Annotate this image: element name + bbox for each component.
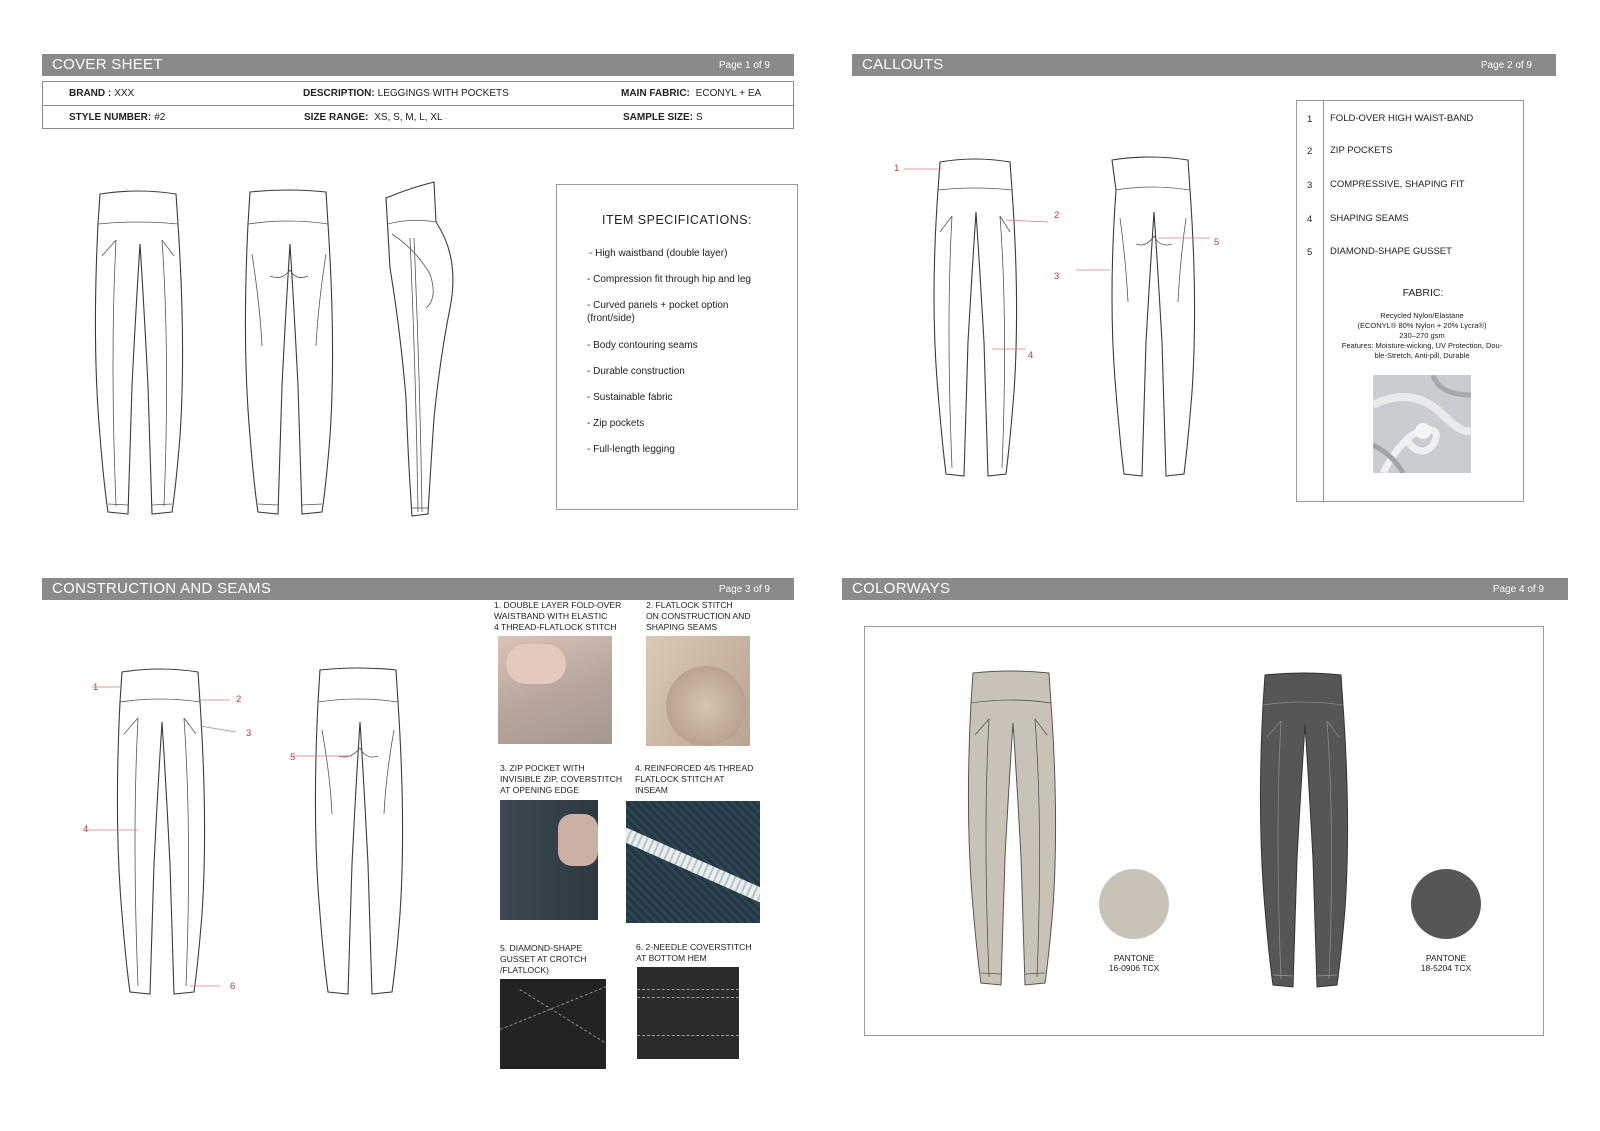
item-specifications-box [556, 184, 798, 510]
detail-caption: 2. FLATLOCK STITCH ON CONSTRUCTION AND SHAPING SEAMS [646, 600, 751, 632]
flatlock-detail-photo [646, 636, 750, 746]
colorway-beige-sketch [957, 667, 1067, 993]
size-range-field [304, 112, 443, 123]
spec-item: - Full-length legging [587, 444, 675, 455]
sample-size-value: S [696, 112, 703, 123]
brand-value: XXX [114, 88, 135, 99]
colorways-box [864, 626, 1544, 1036]
legging-side-sketch [370, 178, 480, 533]
pantone-swatch [1099, 869, 1169, 939]
spec-item: - Zip pockets [587, 418, 645, 429]
pantone-swatch [1411, 869, 1481, 939]
sample-size-field [623, 112, 703, 123]
main-fabric-field [621, 88, 761, 99]
construction-header [42, 578, 794, 600]
callouts-header [852, 54, 1556, 76]
page-title: COLORWAYS [852, 580, 951, 597]
pantone-code: PANTONE 18-5204 TCX [1420, 953, 1472, 973]
fabric-line: Recycled Nylon/Elastane [1380, 311, 1464, 320]
detail-caption: 5. DIAMOND-SHAPE GUSSET AT CROTCH /FLATLOCK) [500, 943, 587, 975]
fabric-swatch-image [1373, 375, 1471, 473]
page-number: Page 4 of 9 [1492, 584, 1544, 595]
description-field [303, 88, 509, 99]
brand-label: BRAND : [69, 88, 112, 99]
construction-back-sketch [280, 664, 440, 1014]
legend-number: 2 [1307, 146, 1313, 157]
size-range-value: XS, S, M, L, XL [374, 112, 443, 123]
page-title: CONSTRUCTION AND SEAMS [52, 580, 272, 597]
stitch-shape [637, 997, 739, 998]
detail-caption: 6. 2-NEEDLE COVERSTITCH AT BOTTOM HEM [636, 942, 752, 963]
zip-pocket-detail-photo [500, 800, 598, 920]
legging-back-sketch [230, 186, 350, 531]
stitch-shape [637, 1035, 739, 1036]
hand-shape [506, 644, 566, 684]
fabric-details [1327, 311, 1517, 361]
brand-field [69, 88, 134, 99]
construction-front-sketch [80, 664, 260, 1014]
style-number-field [69, 112, 165, 123]
seam-marker: 4 [83, 824, 89, 835]
spec-item: - Compression fit through hip and leg [587, 274, 751, 285]
contour-shape [666, 666, 746, 746]
detail-caption: 1. DOUBLE LAYER FOLD-OVER WAISTBAND WITH ELASTIC 4 THREAD-FLATLOCK STITCH [494, 600, 622, 632]
fabric-line: Features: Moisture-wicking, UV Protection, Dou- [1341, 341, 1503, 350]
colorway-charcoal-sketch [1249, 669, 1359, 995]
spec-item: - Body contouring seams [587, 340, 698, 351]
legend-label: SHAPING SEAMS [1330, 213, 1409, 224]
legend-number: 3 [1307, 180, 1313, 191]
page-title: CALLOUTS [862, 56, 944, 73]
spec-item: - Sustainable fabric [587, 392, 673, 403]
page-number: Page 2 of 9 [1480, 60, 1532, 71]
gusset-detail-photo [500, 979, 606, 1069]
inseam-detail-photo [626, 801, 760, 923]
page-number: Page 1 of 9 [718, 60, 770, 71]
main-fabric-label: MAIN FABRIC: [621, 88, 690, 99]
cover-sheet-header [42, 54, 794, 76]
spec-item: - Durable construction [587, 366, 685, 377]
legend-label: ZIP POCKETS [1330, 145, 1393, 156]
colorways-page [800, 560, 1600, 1131]
sample-size-label: SAMPLE SIZE: [623, 112, 694, 123]
callouts-legend [1296, 100, 1524, 502]
hand-shape [558, 814, 598, 866]
callout-marker: 4 [1028, 350, 1034, 361]
callout-marker: 3 [1054, 271, 1060, 282]
seam-marker: 2 [236, 694, 242, 705]
hem-detail-photo [637, 967, 739, 1059]
style-number-value: #2 [154, 112, 166, 123]
style-number-label: STYLE NUMBER: [69, 112, 152, 123]
fabric-title: FABRIC: [1402, 287, 1444, 299]
spec-item: - Curved panels + pocket option (front/side) [587, 300, 729, 324]
spec-item: - High waistband (double layer) [589, 248, 728, 259]
legend-label: COMPRESSIVE, SHAPING FIT [1330, 179, 1465, 190]
page-title: COVER SHEET [52, 56, 163, 73]
legend-number: 4 [1307, 214, 1313, 225]
main-fabric-value: ECONYL + EA [695, 88, 762, 99]
item-specifications-title: ITEM SPECIFICATIONS: [601, 213, 753, 227]
page-number: Page 3 of 9 [718, 584, 770, 595]
pantone-code: PANTONE 16-0906 TCX [1108, 953, 1160, 973]
fabric-line: ble-Stretch, Anti-pill, Durable [1374, 351, 1470, 360]
stitch-shape [519, 989, 606, 1053]
stitch-shape [637, 989, 739, 990]
seam-marker: 5 [290, 752, 296, 763]
waistband-detail-photo [498, 636, 612, 744]
cover-sheet-page [0, 0, 800, 560]
legend-label: DIAMOND-SHAPE GUSSET [1330, 246, 1452, 257]
seam-marker: 1 [93, 682, 99, 693]
callout-marker: 2 [1054, 210, 1060, 221]
callout-back-sketch [1040, 152, 1240, 492]
info-row [43, 105, 793, 128]
legend-number: 5 [1307, 247, 1313, 258]
callouts-page [800, 0, 1600, 560]
seam-marker: 3 [246, 728, 252, 739]
callout-marker: 5 [1214, 237, 1220, 248]
legend-label: FOLD-OVER HIGH WAIST-BAND [1330, 113, 1474, 124]
description-value: LEGGINGS WITH POCKETS [377, 88, 509, 99]
legend-divider [1323, 101, 1324, 501]
legging-front-sketch [80, 186, 200, 531]
legend-number: 1 [1307, 114, 1313, 125]
detail-caption: 4. REINFORCED 4/5 THREAD FLATLOCK STITCH AT INSEAM [635, 763, 754, 795]
style-info-table [42, 81, 794, 129]
size-range-label: SIZE RANGE: [304, 112, 369, 123]
fabric-line: (ECONYL® 80% Nylon + 20% Lycra®) [1357, 321, 1487, 330]
callout-marker: 1 [894, 163, 900, 174]
seam-stitch-shape [626, 823, 760, 905]
fabric-line: 230–270 gsm [1399, 331, 1445, 340]
info-row [43, 82, 793, 104]
seam-marker: 6 [230, 981, 236, 992]
detail-caption: 3. ZIP POCKET WITH INVISIBLE ZIP, COVERSTITCH AT OPENING EDGE [500, 763, 623, 795]
stitch-shape [500, 979, 606, 1030]
description-label: DESCRIPTION: [303, 88, 375, 99]
construction-page [0, 560, 800, 1131]
colorways-header [842, 578, 1568, 600]
